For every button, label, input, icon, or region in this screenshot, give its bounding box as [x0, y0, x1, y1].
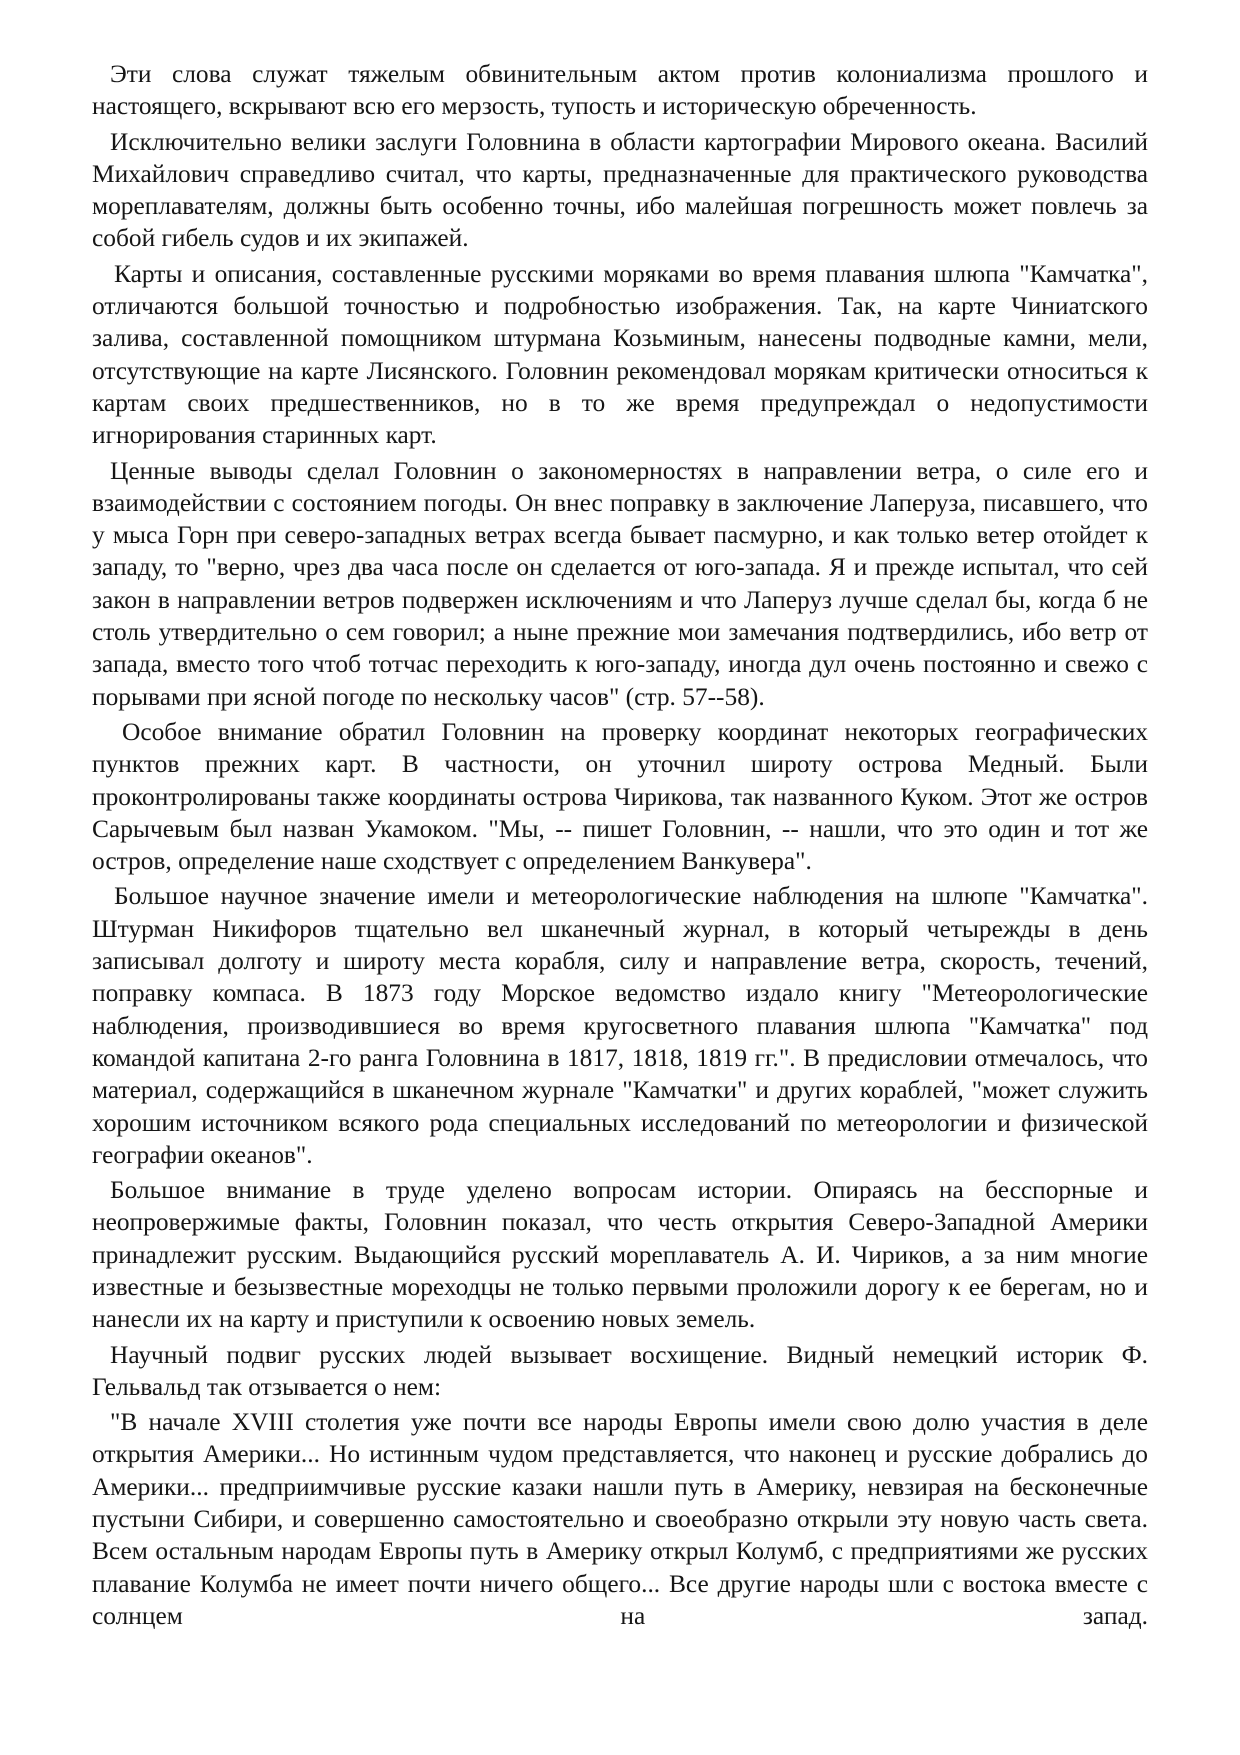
paragraph-wind: Ценные выводы сделал Головнин о закономерностях в направлении ветра, о силе его и взаимодействии с состоянием погоды. Он внес поправку в заключение Лаперуза, писавшего, что у мыса Горн при северо-западных ветрах всегда бывает пасмурно, и как только ветер отойдет к западу, то "верно, чрез два часа после он сделается от юго-запада. Я и прежде испытал, что сей закон в направлении ветров подвержен исключениям и что Лаперуз лучше сделал бы, когда б не столь утвердительно о сем говорил; а ныне прежние мои замечания подтвердились, ибо ветр от запада, вместо того чтоб тотчас переходить к юго-западу, иногда дул очень постоянно и свежо с порывами при ясной погоде по нескольку часов" (стр. 57--58).: [92, 456, 1148, 711]
paragraph-quote: "В начале XVIII столетия уже почти все народы Европы имели свою долю участия в деле открытия Америки... Но истинным чудом представляется, что наконец и русские добрались до Америки... предприимчивые русские казаки нашли путь в Америку, невзирая на бесконечные пустыни Сибири, и совершенно самостоятельно и своеобразно открыли эту новую часть света. Всем остальным народам Европы путь в Америку открыл Колумб, с предприятиями же русских плавание Колумба не имеет почти ничего общего... Все другие народы шли с востока вместе с солнцем на запад.: [92, 1408, 1148, 1630]
paragraph-coordinates: Особое внимание обратил Головнин на проверку координат некоторых географических пунктов прежних карт. В частности, он уточнил широту острова Медный. Были проконтролированы также координаты острова Чирикова, так названного Куком. Этот же остров Сарычевым был назван Укамоком. "Мы, -- пишет Головнин, -- нашли, что это один и тот же остров, определение наше сходствует с определением Ванкувера".: [92, 717, 1148, 876]
paragraph-meteorology: Большое научное значение имели и метеорологические наблюдения на шлюпе "Камчатка". Штурман Никифоров тщательно вел шканечный журнал, в который четырежды в день записывал долготу и широту места корабля, силу и направление ветра, скорость, течений, поправку компаса. В 1873 году Морское ведомство издало книгу "Метеорологические наблюдения, производившиеся во время кругосветного плавания шлюпа "Камчатка" под командой капитана 2-го ранга Головнина в 1817, 1818, 1819 гг.". В предисловии отмечалось, что материал, содержащийся в шканечном журнале "Камчатки" и других кораблей, "может служить хорошим источником всякого рода специальных исследований по метеорологии и физической географии океанов".: [92, 882, 1148, 1169]
paragraph-cartography: Исключительно велики заслуги Головнина в области картографии Мирового океана. Василий Михайлович справедливо считал, что карты, предназначенные для практического руководства мореплавателям, должны быть особенно точны, ибо малейшая погрешность может повлечь за собой гибель судов и их экипажей.: [92, 127, 1148, 253]
paragraph-history: Большое внимание в труде уделено вопросам истории. Опираясь на бесспорные и неопровержимые факты, Головнин показал, что честь открытия Северо-Западной Америки принадлежит русским. Выдающийся русский мореплаватель А. И. Чириков, а за ним многие известные и безызвестные мореходцы не только первыми проложили дорогу к ее берегам, но и нанесли их на карту и приступили к освоению новых земель.: [92, 1176, 1148, 1334]
document-page: [92, 58, 1148, 1635]
paragraph-admiration: Научный подвиг русских людей вызывает восхищение. Видный немецкий историк Ф. Гельвальд так отзывается о нем:: [92, 1340, 1148, 1401]
paragraph-colonialism: Эти слова служат тяжелым обвинительным актом против колониализма прошлого и настоящего, вскрывают всю его мерзость, тупость и историческую обреченность.: [92, 60, 1148, 121]
paragraph-maps: Карты и описания, составленные русскими моряками во время плавания шлюпа "Камчатка", отличаются большой точностью и подробностью изображения. Так, на карте Чиниатского залива, составленной помощником штурмана Козьминым, нанесены подводные камни, мели, отсутствующие на карте Лисянского. Головнин рекомендовал морякам критически относиться к картам своих предшественников, но в то же время предупреждал о недопустимости игнорирования старинных карт.: [92, 259, 1148, 450]
